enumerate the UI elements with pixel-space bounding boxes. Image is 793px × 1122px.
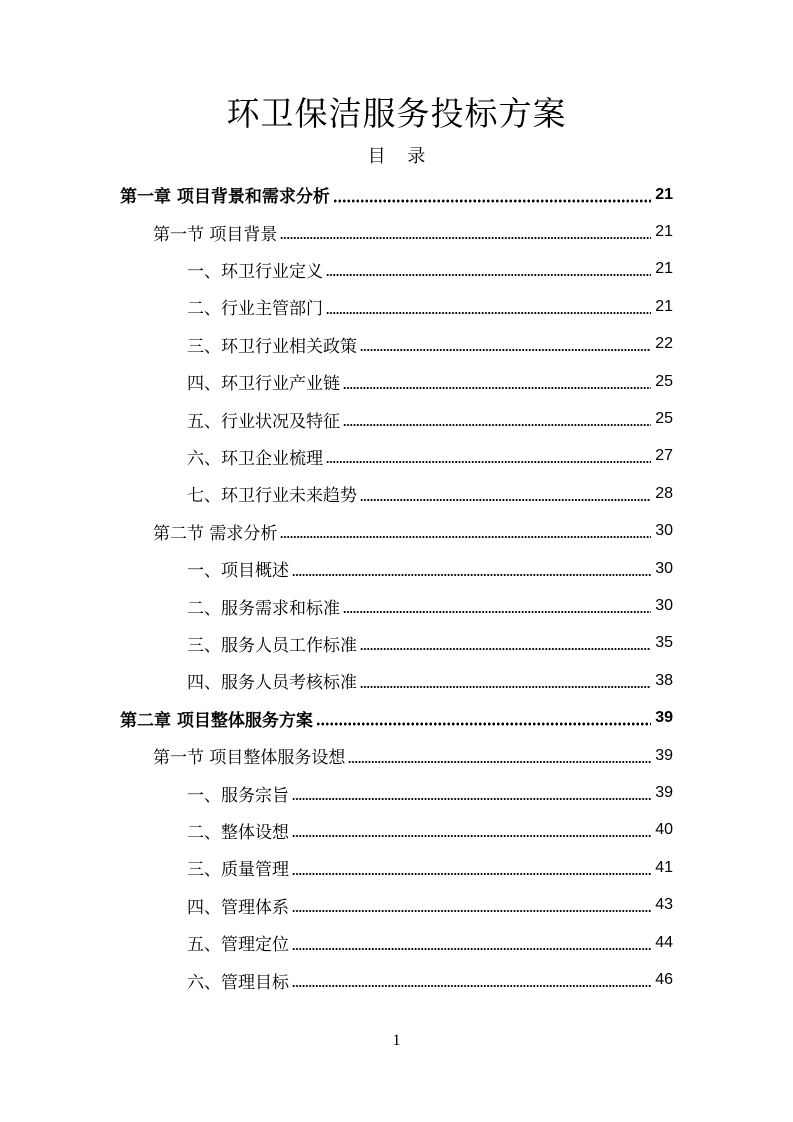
toc-entry[interactable] bbox=[187, 251, 673, 288]
toc-entry[interactable] bbox=[187, 475, 673, 512]
toc-entry[interactable] bbox=[187, 363, 673, 400]
toc-entry-title: 第一节 项目背景 bbox=[153, 224, 278, 245]
toc-dot-leader bbox=[343, 423, 651, 427]
toc-dot-leader bbox=[343, 386, 651, 390]
page-number: 1 bbox=[392, 1032, 401, 1049]
toc-entry-page-number: 30 bbox=[655, 522, 673, 540]
toc-entry-page-number: 21 bbox=[655, 185, 673, 203]
toc-entry-title: 七、环卫行业未来趋势 bbox=[187, 486, 357, 507]
toc-dot-leader bbox=[348, 760, 651, 764]
toc-entry[interactable] bbox=[153, 737, 673, 774]
toc-entry-page-number: 44 bbox=[655, 933, 673, 951]
toc-entry-page-number: 43 bbox=[655, 896, 673, 914]
toc-entry-title: 第一章 项目背景和需求分析 bbox=[120, 187, 330, 208]
toc-dot-leader bbox=[360, 348, 651, 352]
toc-heading: 目 录 bbox=[367, 146, 434, 167]
toc-entry-title: 二、行业主管部门 bbox=[187, 299, 323, 320]
toc-entry-page-number: 46 bbox=[655, 971, 673, 989]
toc-entry-title: 四、服务人员考核标准 bbox=[187, 673, 357, 694]
toc-dot-leader bbox=[280, 236, 651, 240]
toc-dot-leader bbox=[292, 984, 651, 988]
toc-dot-leader bbox=[292, 797, 651, 801]
toc-entry[interactable] bbox=[187, 288, 673, 325]
toc-entry-title: 四、环卫行业产业链 bbox=[187, 374, 340, 395]
toc-entry-page-number: 30 bbox=[655, 597, 673, 615]
toc-entry-page-number: 41 bbox=[655, 858, 673, 876]
toc-entry-page-number: 39 bbox=[655, 709, 673, 727]
toc-entry-title: 一、项目概述 bbox=[187, 561, 289, 582]
toc-entry[interactable] bbox=[187, 961, 673, 998]
toc-entry-page-number: 21 bbox=[655, 223, 673, 241]
toc-dot-leader bbox=[316, 722, 651, 726]
toc-entry[interactable] bbox=[187, 812, 673, 849]
toc-dot-leader bbox=[280, 535, 651, 539]
toc-entry-page-number: 27 bbox=[655, 447, 673, 465]
toc-entry-title: 第一节 项目整体服务设想 bbox=[153, 748, 346, 769]
toc-entry[interactable] bbox=[187, 849, 673, 886]
toc-entry[interactable] bbox=[187, 587, 673, 624]
toc-entry[interactable] bbox=[187, 326, 673, 363]
toc-dot-leader bbox=[360, 685, 651, 689]
toc-entry[interactable] bbox=[153, 213, 673, 250]
toc-entry[interactable] bbox=[187, 550, 673, 587]
toc-entry[interactable] bbox=[187, 774, 673, 811]
toc-entry[interactable] bbox=[120, 700, 673, 737]
toc-entry-title: 三、环卫行业相关政策 bbox=[187, 336, 357, 357]
toc-entry-title: 三、质量管理 bbox=[187, 860, 289, 881]
toc-entry-title: 二、整体设想 bbox=[187, 822, 289, 843]
toc-entry-title: 六、管理目标 bbox=[187, 972, 289, 993]
toc-entry-page-number: 25 bbox=[655, 372, 673, 390]
document-title: 环卫保洁服务投标方案 bbox=[226, 94, 567, 133]
toc-entry[interactable] bbox=[187, 400, 673, 437]
toc-entry-title: 一、服务宗旨 bbox=[187, 785, 289, 806]
toc-entry-page-number: 35 bbox=[655, 634, 673, 652]
toc-dot-leader bbox=[292, 909, 651, 913]
toc-dot-leader bbox=[326, 460, 651, 464]
toc-entry[interactable] bbox=[187, 625, 673, 662]
toc-dot-leader bbox=[333, 199, 651, 203]
toc-entry-page-number: 40 bbox=[655, 821, 673, 839]
toc-entry-page-number: 25 bbox=[655, 410, 673, 428]
toc-entry-title: 二、服务需求和标准 bbox=[187, 598, 340, 619]
toc-dot-leader bbox=[326, 311, 651, 315]
toc-entry[interactable] bbox=[120, 176, 673, 213]
toc-entry-page-number: 21 bbox=[655, 260, 673, 278]
toc-entry[interactable] bbox=[187, 924, 673, 961]
toc-entry-title: 一、环卫行业定义 bbox=[187, 261, 323, 282]
toc-entry-title: 五、行业状况及特征 bbox=[187, 411, 340, 432]
toc-dot-leader bbox=[360, 647, 651, 651]
toc-dot-leader bbox=[292, 834, 651, 838]
toc-entry[interactable] bbox=[153, 513, 673, 550]
toc-entry-title: 六、环卫企业梳理 bbox=[187, 448, 323, 469]
toc-dot-leader bbox=[360, 498, 651, 502]
toc-entry-page-number: 39 bbox=[655, 784, 673, 802]
toc-dot-leader bbox=[326, 273, 651, 277]
toc-entry-page-number: 30 bbox=[655, 559, 673, 577]
toc-entry-page-number: 28 bbox=[655, 484, 673, 502]
toc-dot-leader bbox=[343, 610, 651, 614]
toc-entry[interactable] bbox=[187, 438, 673, 475]
toc-entry[interactable] bbox=[187, 887, 673, 924]
toc-dot-leader bbox=[292, 872, 651, 876]
toc-dot-leader bbox=[292, 573, 651, 577]
toc-entry-page-number: 22 bbox=[655, 335, 673, 353]
toc-entry-title: 五、管理定位 bbox=[187, 935, 289, 956]
toc-entry-page-number: 38 bbox=[655, 671, 673, 689]
toc-dot-leader bbox=[292, 947, 651, 951]
toc-entry[interactable] bbox=[187, 662, 673, 699]
toc-entry-title: 三、服务人员工作标准 bbox=[187, 635, 357, 656]
toc-entry-title: 四、管理体系 bbox=[187, 897, 289, 918]
toc-entry-title: 第二节 需求分析 bbox=[153, 523, 278, 544]
toc-entry-page-number: 21 bbox=[655, 297, 673, 315]
toc-entry-title: 第二章 项目整体服务方案 bbox=[120, 710, 313, 731]
toc-entry-page-number: 39 bbox=[655, 746, 673, 764]
